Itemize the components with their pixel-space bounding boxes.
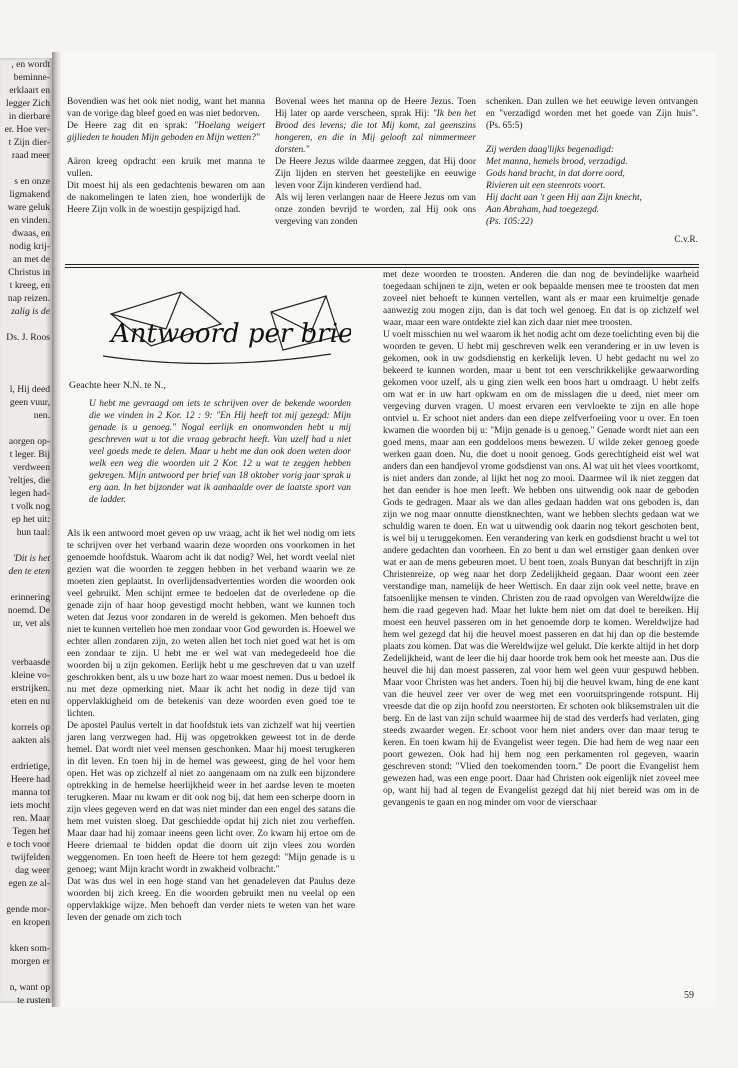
- prev-page-line: [0, 890, 52, 903]
- prev-page-line: [0, 318, 52, 331]
- body-paragraph: De apostel Paulus vertelt in dat hoofdstuk iets van zichzelf wat hij veertien jaren lang verzwegen had. Hij was opgetrokken geweest tot in de derde hemel. Dat wordt niet veel mensen geschonken. Maar hij moest terugkeren in dit leven. En toen hij in de hemel was geweest, ging de hel voor hem open. Het was op zichzelf al niet zo aangenaam om na zulk een bijzondere optrekking in de hemelse heerlijkheid weer in het aardse leven te moeten terugkeren. Maar nu kwam er dit ook nog bij, dat hem een scherpe doorn in zijn vlees gegeven werd en dat was niet minder dan een engel des satans die hem met vuisten sloeg. Dat geschiedde opdat hij zich niet zou verheffen. Maar daar had hij zomaar ineens geen licht over. Zo kwam hij ertoe om de Heere driemaal te bidden opdat die doorn uit zijn vlees zou worden weggenomen. En toen heeft de Heere tot hem gezegd: "Mijn genade is u genoeg; want Mijn kracht wordt in zwakheid volbracht.": [67, 721, 355, 875]
- prev-page-line: [0, 370, 52, 383]
- paragraph: De Heere Jezus wilde daarmee zeggen, dat Hij door Zijn lijden en sterven het geestelijke en eeuwige leven voor Zijn kinderen verdiend had.: [275, 157, 476, 191]
- top-column-2: [275, 96, 476, 228]
- poem-line: Zij werden daag'lijks begenadigd:: [486, 145, 614, 155]
- prev-page-line: erdrietige,: [10, 761, 50, 772]
- prev-page-line: t volk nog: [11, 501, 50, 512]
- prev-page-line: [0, 747, 52, 760]
- prev-page-line: den te eten: [8, 566, 50, 577]
- poem-line: Gods hand bracht, in dat dorre oord,: [486, 169, 625, 179]
- prev-page-line: hun taal:: [16, 527, 50, 538]
- prev-page-line: kleine vo-: [11, 670, 50, 681]
- prev-page-line: aorgen op-: [8, 436, 50, 447]
- signature: C.v.R.: [674, 235, 698, 245]
- prev-page-line: ur, vet als: [12, 618, 50, 629]
- top-column-1: [67, 96, 265, 216]
- prev-page-line: raad meer: [11, 150, 50, 161]
- magazine-page: [61, 52, 716, 1007]
- prev-page-line: 'Dit is het: [12, 553, 50, 564]
- prev-page-line: [0, 630, 52, 643]
- prev-page-line: te rusten: [17, 995, 50, 1003]
- prev-page-line: morgen er: [11, 956, 50, 967]
- body-column-2: [383, 269, 699, 809]
- prev-page-line: legen had-: [9, 488, 50, 499]
- prev-page-line: n, want op: [9, 982, 50, 993]
- prev-page-line: beminne-: [13, 72, 50, 83]
- prev-page-line: Heere had: [10, 774, 50, 785]
- prev-page-line: er. Hoe ver-: [4, 124, 50, 135]
- prev-page-line: [0, 968, 52, 981]
- body-paragraph: U voelt misschien nu wel waarom ik het nodig acht om deze toelichting even bij die woorden te geven. U hebt mij geschreven welk een verandering er in uw leven is gekomen, ook in uw godsdienstig en kerkelijk leven. U hebt gedacht nu wel zo bekeerd te kunnen worden, maar u bent tot een verschrikkelijke gewaarwording gekomen voor uzelf, als u ging zien welk een boos hart u omdraagt. U hebt zelfs om wat er in uw hart opkwam en om de misslagen die u deed, niet meer om vergeving durven vragen. U moest ervaren een vervloekte te zijn en alle hope ontviel u. Er schoot niet anders dan een diepe zelfverfoeiing voor u over. En toen kwamen die woorden bij u: "Mijn genade is u genoeg." Genade wordt niet aan een goed mens, maar aan een goddeloos mens bewezen. U wilde zeker genoeg goede werken gaan doen. Nu, die doet u nooit genoeg. Gods gerechtigheid eist wel wat anders dan een handjevol vrome godsdienst van ons. Al wat uit het vlees voortkomt, is niet anders dan zonde, al lijkt het nog zo mooi. Daarmee wil ik niet zeggen dat het dan eender is hoe men leeft. We hebben ons uitwendig ook naar de geboden Gods te gedragen. Maar als we dan alles gedaan hadden wat ons geboden is, dan zijn we nog maar onnutte dienstknechten, want we hebben slechts gedaan wat we schuldig waren te doen. En wat u uitwendig ook daarin nog tekort geschoten bent, is wel bij u teruggekomen. Een verandering van kerk en godsdienst bracht u wel tot andere gedachten dan voorheen. En zo bent u dan wel ernstiger gaan denken over wat er aan de mens gebeuren moet. U bent toen, zoals Bunyan dat beschrijft in zijn Christenreize, op weg naar het dorp Zedelijkheid gegaan. Daar woont een zeer verstandige man, namelijk de heer Wettisch. En daar zijn ook veel nette, brave en fatsoenlijke mensen te vinden. Christen zou de raad opvolgen van Wereldwijze die hem die raad gegeven had. Maar het lukte hem niet om dat doel te bereiken. Hij moest een heuvel passeren om in het genoemde dorp te komen. Wereldwijze had hem wel gezegd dat hij die heuvel moest passeren en dat hij dan op die bestemde plaats zou komen. Dat was die Wereldwijze wel gelukt. Die kerkte altijd in het dorp Zedelijkheid, want de leer die hij daar hoorde trok hem ook het meeste aan. Dus die heuvel die hij dan moest passeren, zal voor hem wel geen vuur gespuwd hebben. Maar voor Christen was het anders. Toen hij bij die heuvel kwam, hing de ene kant van die heuvel zeer ver over de weg met een vooruitspringende rotspunt. Hij vreesde dat die op zijn hoofd zou neerstorten. Er schoten ook bliksemstralen uit die berg. En de last van zijn schuld waarmee hij de stad des verderfs had verlaten, ging steeds zwaarder wegen. Er schoot voor hem niet anders over dan maar terug te keren. En toen kwam hij de Evangelist weer tegen. Die had hem de weg naar een poort gewezen. Ook had hij hem nog een perkamenten rol gegeven, waarin geschreven stond: "Vlied den toekomenden toorn." De poort die Evangelist hem gewezen had, was een enge poort. Daar had Christen ook eigenlijk niet zoveel mee op, want hij had al tegen de Evangelist gezegd dat hij niet bereid was om in de gevangenis te gaan en nog minder om voor de vierschaar: [383, 330, 699, 808]
- prev-page-line: [0, 708, 52, 721]
- prev-page-line: t kreeg, en: [9, 280, 50, 291]
- prev-page-line: e toch voor: [6, 839, 50, 850]
- prev-page-line: t Zijn dier-: [8, 137, 50, 148]
- prev-page-line: [0, 357, 52, 370]
- paragraph: De Heere zag dit en sprak: "Hoelang weigert gijlieden te houden Mijn geboden en Mijn wetten?": [67, 121, 265, 143]
- prev-page-line: [0, 162, 52, 175]
- prev-page-line: ren. Maar: [12, 813, 50, 824]
- prev-page-line: verbaasde: [11, 657, 50, 668]
- prev-page-line: , en wordt: [11, 59, 50, 70]
- prev-page-line: erinnering: [10, 592, 50, 603]
- prev-page-line: erklaart en: [9, 85, 50, 96]
- prev-page-line: an met de: [12, 254, 50, 265]
- prev-page-line: ware geluk: [7, 202, 50, 213]
- prev-page-line: Ds. J. Roos: [6, 332, 50, 343]
- section-divider-bottom: [65, 267, 699, 268]
- body-paragraph: Als ik een antwoord moet geven op uw vraag, acht ik het wel nodig om iets te schrijven over het verband waarin deze woorden ons voorkomen in het genoemde hoofdstuk. Waarom acht ik dat nodig? Wel, het wordt veelal niet gezien wat die woorden te zeggen hebben in het verband waarin we ze moeten zien geplaatst. In overlijdensadvertenties worden die woorden ook veel gebruikt. Men schijnt ermee te bedoelen dat de overledene op die genade zijn of haar hoop gevestigd mocht hebben, want we kunnen toch weten dat Jezus voor zondaren in de wereld is gekomen. Men behoeft dus niet te kunnen vertellen hoe men zondaar voor God geworden is. Hoewel we echter allen zondaren zijn, zo weten allen het toch niet goed wat het is om een zondaar te zijn. U hebt me er wel wat van medegedeeld hoe die woorden bij u zijn gekomen. Eerlijk hebt u me geschreven dat u van uzelf geschrokken bent, als u uw boze hart zo waar moest nemen. Dus u bedoel ik nu met deze opmerking niet. Maar ik acht het nodig in deze tijd van oppervlakkigheid om de betekenis van deze woorden even goed toe te lichten.: [67, 529, 355, 719]
- paragraph: Aäron kreeg opdracht een kruik met manna te vullen.: [67, 157, 265, 179]
- antwoord-per-brief-logo: [71, 284, 351, 374]
- paragraph: Bovendien was het ook niet nodig, want het manna van de vorige dag bleef goed en was niet bedorven.: [67, 97, 265, 119]
- poem-line: Met manna, hemels brood, verzadigd.: [486, 157, 628, 167]
- section-divider-top: [65, 264, 699, 265]
- salutation: Geachte heer N.N. te N.,: [69, 380, 166, 391]
- prev-page-line: t leger. Bij: [9, 449, 50, 460]
- prev-page-line: korrels op: [11, 722, 50, 733]
- page-number: 59: [684, 990, 694, 1001]
- prev-page-line: dag weer: [15, 865, 50, 876]
- prev-page-line: [0, 539, 52, 552]
- poem-line: (Ps. 105:22): [486, 217, 533, 227]
- prev-page-line: nap reizen.: [7, 293, 50, 304]
- prev-page-line: [0, 344, 52, 357]
- previous-page-edge: [0, 58, 52, 1003]
- svg-text:Antwoord per brief: Antwoord per brief: [111, 319, 351, 349]
- body-paragraph: met deze woorden te troosten. Anderen die dan nog de bevindelijke waarheid toegedaan schijnen te zijn, weten er ook bepaalde mensen mee te troosten dat men zoveel niet behoeft te kunnen vertellen, want als er maar een kruimeltje genade aanwezig zou mogen zijn, dan is dat toch wel genoeg. En dat is op zichzelf wel waar, maar een ware ontdekte ziel kan zich daar niet mee troosten.: [383, 270, 699, 328]
- prev-page-line: s en onze: [14, 176, 50, 187]
- top-column-3: [486, 96, 698, 246]
- prev-page-line: geen vuur,: [9, 397, 50, 408]
- closing-prose: schenken. Dan zullen we het eeuwige leven ontvangen en "verzadigd worden met het goede van Zijn huis". (Ps. 65:5): [486, 97, 698, 131]
- prev-page-line: in dierbare: [8, 111, 50, 122]
- prev-page-line: verdween: [12, 462, 50, 473]
- prev-page-line: l, Hij deed: [9, 384, 50, 395]
- prev-page-line: gende mor-: [6, 904, 50, 915]
- prev-page-line: twijfelden: [11, 852, 50, 863]
- prev-page-line: [0, 643, 52, 656]
- prev-page-line: iets mocht: [10, 800, 50, 811]
- prev-page-line: dwaas, en: [12, 228, 50, 239]
- body-paragraph: Dat was dus wel in een hoge stand van het genadeleven dat Paulus deze woorden bij zich kreeg. En die woorden gebruikt men nu veelal op een oppervlakkige wijze. Men behoeft dan verder niets te weten van het ware leven der genade om zich toch: [67, 877, 355, 923]
- prev-page-line: [0, 578, 52, 591]
- prev-page-line: nen.: [33, 410, 50, 421]
- prev-page-line: legger Zich: [6, 98, 50, 109]
- prev-page-line: egen ze al-: [8, 878, 50, 889]
- poem-line: Aan Abraham, had toegezegd.: [486, 205, 600, 215]
- prev-page-line: Christus in: [8, 267, 50, 278]
- body-column-1: [67, 528, 355, 924]
- paragraph: Dit moest hij als een gedachtenis bewaren om aan de nakomelingen te laten zien, hoe wonderlijk de Heere Zijn volk in de woestijn gespijzigd had.: [67, 181, 265, 215]
- prev-page-line: en kropen: [11, 917, 50, 928]
- prev-page-line: eten en nu: [10, 696, 50, 707]
- prev-page-line: Tegen het: [12, 826, 50, 837]
- prev-page-line: ep het uit:: [11, 514, 50, 525]
- prev-page-line: noemd. De: [7, 605, 50, 616]
- psalm-poem: [486, 144, 698, 228]
- prev-page-line: kken som-: [9, 943, 50, 954]
- prev-page-line: aakten als: [11, 735, 50, 746]
- prev-page-line: nodig krij-: [9, 241, 50, 252]
- prev-page-line: 'reltjes, die: [8, 475, 50, 486]
- prev-page-line: en vinden.: [10, 215, 50, 226]
- intro-paragraph: U hebt me gevraagd om iets te schrijven over de bekende woorden die we vinden in 2 Kor. 12 : 9: "En Hij heeft tot mij gezegd: Mijn genade is u genoeg." Nogal eerlijk en onomwonden hebt u mij geschreven wat u tot die vraag gebracht heeft. Van uzelf had u niet veel goeds mede te delen. Maar u hebt me dan ook doen weten door welk een weg die woorden uit 2 Kor. 12 u wat te zeggen hebben gekregen. Mijn antwoord per brief van 18 oktober vorig jaar sprak u erg aan. In het bijzonder wat ik aanhaalde over de laatste sport van de ladder.: [89, 399, 351, 505]
- prev-page-line: manna tot: [11, 787, 50, 798]
- paragraph: Bovenal wees het manna op de Heere Jezus. Toen Hij later op aarde verscheen, sprak Hij: "Ik ben het Brood des levens; die tot Mij komt, zal geenszins hongeren, en die in Mij gelooft zal nimmermeer dorsten.": [275, 97, 477, 155]
- prev-page-line: erstrijken.: [11, 683, 50, 694]
- prev-page-line: ligmakend: [9, 189, 50, 200]
- prev-page-line: zalig is de: [11, 306, 50, 317]
- poem-line: Rivieren uit een steenrots voort.: [486, 181, 606, 191]
- prev-page-line: [0, 422, 52, 435]
- paragraph: Als wij leren verlangen naar de Heere Jezus om van onze zonden bevrijd te worden, zal Hij ook ons vergeving van zonden: [275, 193, 476, 227]
- prev-page-line: [0, 929, 52, 942]
- book-spine: [52, 52, 61, 1007]
- poem-line: Hij dacht aan 't geen Hij aan Zijn knecht,: [486, 193, 642, 203]
